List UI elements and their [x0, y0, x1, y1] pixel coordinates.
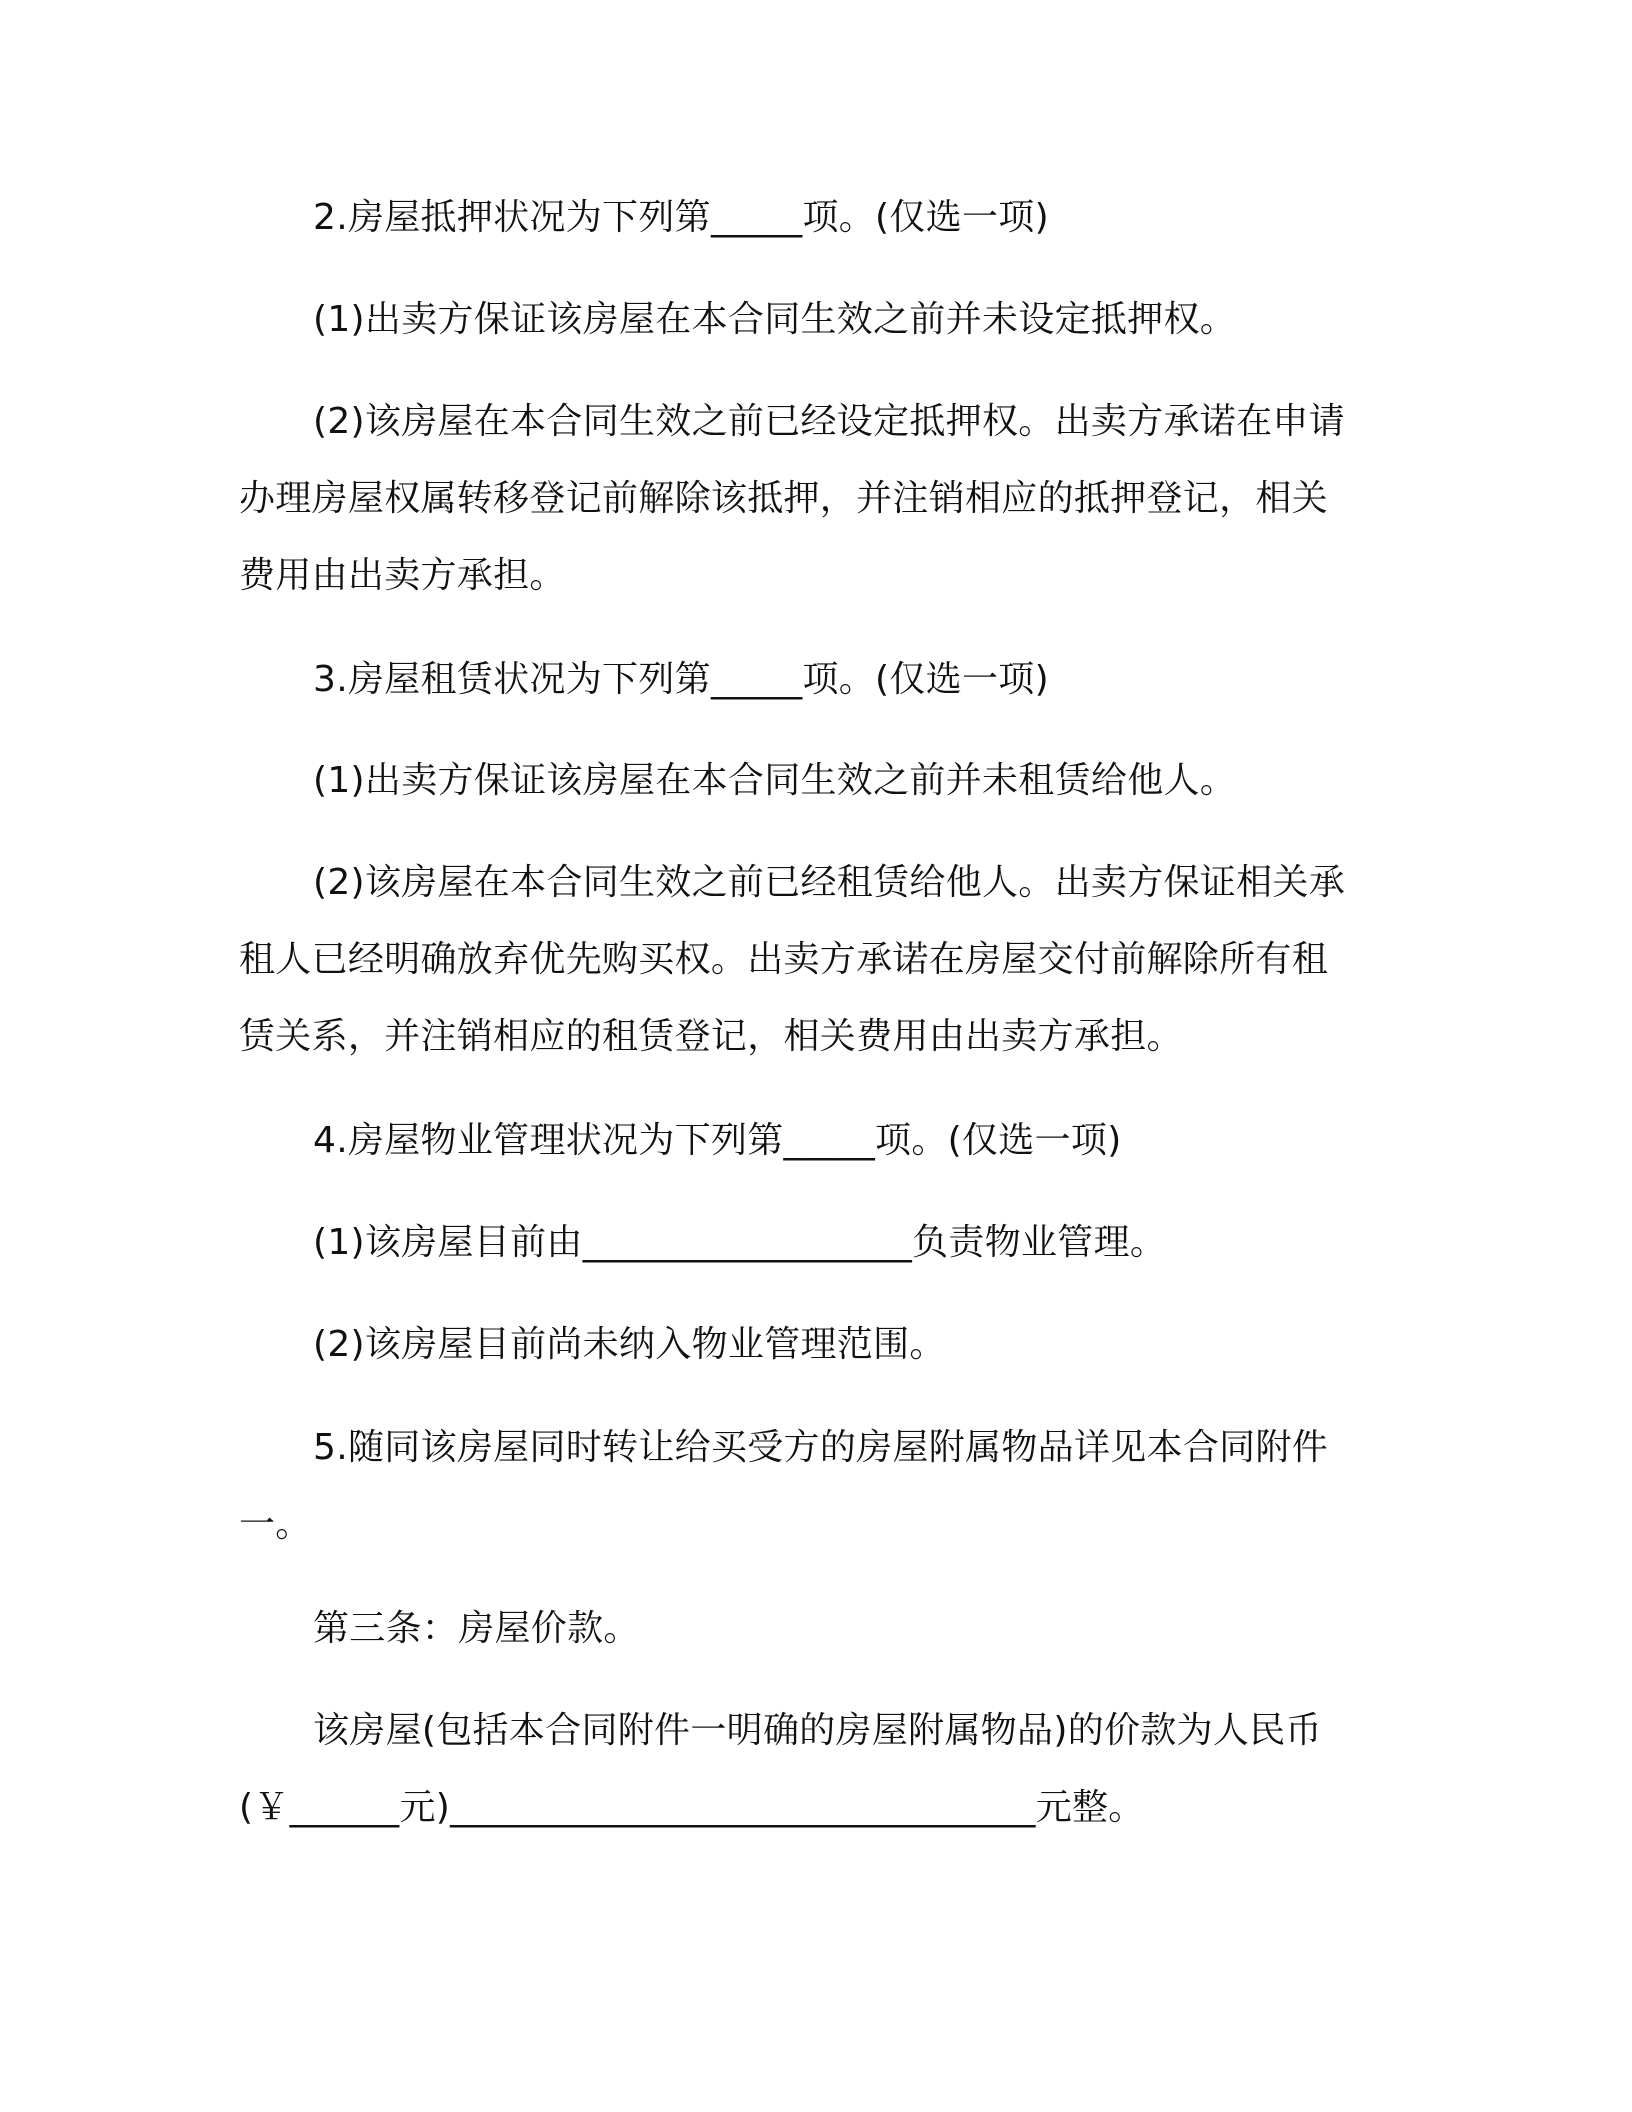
- clause-5-line-1: 5.随同该房屋同时转让给买受方的房屋附属物品详见本合同附件: [313, 1427, 1329, 1468]
- clause-4-heading: 4.房屋物业管理状况为下列第_____项。(仅选一项): [313, 1120, 1122, 1161]
- clause-2-heading: 2.房屋抵押状况为下列第_____项。(仅选一项): [313, 197, 1049, 238]
- clause-2-option-2-line-3: 费用由出卖方承担。: [239, 555, 566, 596]
- clause-5-line-2: 一。: [239, 1504, 312, 1545]
- price-line-2: (￥______元)________________________________元整。: [239, 1787, 1145, 1828]
- article-3-heading: 第三条：房屋价款。: [313, 1608, 640, 1649]
- clause-4-option-1: (1)该房屋目前由__________________负责物业管理。: [313, 1222, 1167, 1263]
- clause-3-option-2-line-2: 租人已经明确放弃优先购买权。出卖方承诺在房屋交付前解除所有租: [239, 939, 1329, 980]
- clause-3-option-1: (1)出卖方保证该房屋在本合同生效之前并未租赁给他人。: [313, 760, 1237, 801]
- clause-2-option-1: (1)出卖方保证该房屋在本合同生效之前并未设定抵押权。: [313, 299, 1237, 340]
- clause-3-heading: 3.房屋租赁状况为下列第_____项。(仅选一项): [313, 659, 1049, 700]
- clause-2-option-2-line-2: 办理房屋权属转移登记前解除该抵押，并注销相应的抵押登记，相关: [239, 478, 1329, 519]
- clause-4-option-2: (2)该房屋目前尚未纳入物业管理范围。: [313, 1324, 946, 1365]
- clause-2-option-2-line-1: (2)该房屋在本合同生效之前已经设定抵押权。出卖方承诺在申请: [313, 401, 1345, 442]
- price-line-1: 该房屋(包括本合同附件一明确的房屋附属物品)的价款为人民币: [313, 1710, 1322, 1751]
- clause-3-option-2-line-1: (2)该房屋在本合同生效之前已经租赁给他人。出卖方保证相关承: [313, 862, 1345, 903]
- clause-3-option-2-line-3: 赁关系，并注销相应的租赁登记，相关费用由出卖方承担。: [239, 1016, 1183, 1057]
